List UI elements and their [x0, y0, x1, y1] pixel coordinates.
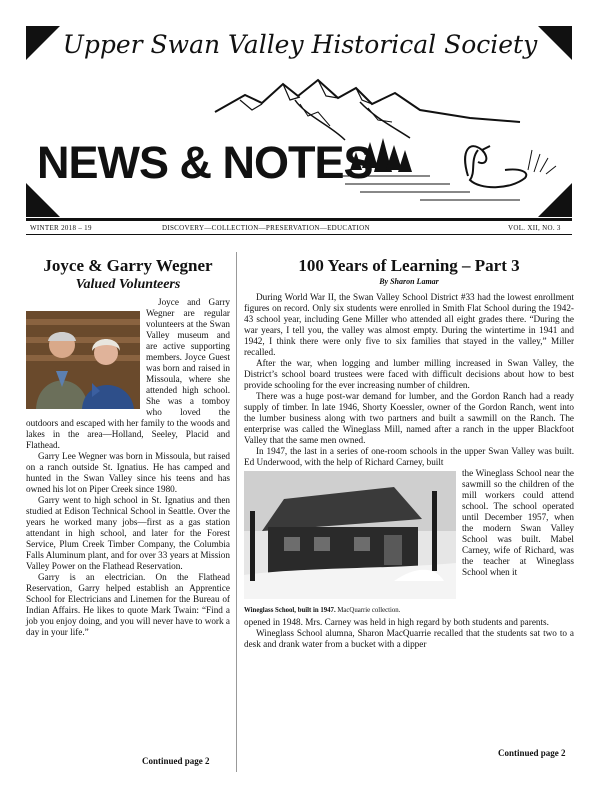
right-paragraph-6: Wineglass School alumna, Sharon MacQuarrie recalled that the students sat two to a desk and drank water from a bucket with a dipper — [244, 628, 574, 649]
right-article — [244, 256, 574, 650]
right-beside-photo: the Wineglass School near the sawmill so the children of the mill workers could attend school. The school operated until December 1957, when the modern Swan Valley School was built. Mabel Carney, wife of Richard, was the teacher at Wineglass School when it — [462, 468, 574, 577]
caption-bold: Wineglass School, built in 1947. — [244, 607, 336, 614]
right-article-byline: By Sharon Lamar — [379, 277, 439, 286]
left-article-title: Joyce & Garry Wegner — [43, 256, 213, 275]
left-article — [26, 256, 230, 638]
right-paragraph-1: During World War II, the Swan Valley School District #33 had the lowest enrollment figures on record. Only six students were enrolled in Smith Flat School during the 1942-43 school year, including Gene Miller who attended all eight grades there. “During the war years, I tell you, the valley was almost empty. During the wintertime in 1941 and 1942, I think there were only five to six families that stayed in the valley,” Miller recalled. — [244, 292, 574, 357]
masthead-rule-top — [26, 218, 572, 221]
mountain-swan-illustration-icon — [0, 0, 600, 230]
column-separator — [236, 252, 237, 772]
left-paragraph-1: Joyce and Garry Wegner are regular volunteers at the Swan Valley museum and are active supporting members. Joyce Guest was born and raised in Missoula, where she attended high school. She was a tomboy who loved the outdoors and escaped with her family to the woods and lakes in the area—Holland, Seeley, Placid and Flathead. — [26, 297, 230, 450]
left-continued: Continued page 2 — [142, 756, 210, 766]
newsletter-title: NEWS & NOTES — [37, 137, 373, 188]
right-paragraph-5: opened in 1948. Mrs. Carney was held in high regard by both students and parents. — [244, 617, 549, 627]
school-figure — [244, 471, 456, 615]
right-paragraph-2: After the war, when logging and lumber milling increased in Swan Valley, the District’s school board trustees were faced with difficult decisions about how to best provide schooling for the ever increasing number of children. — [244, 358, 574, 390]
right-paragraph-4: In 1947, the last in a series of one-room schools in the upper Swan Valley was built. Ed Underwood, with the help of Richard Carney, built — [244, 446, 574, 467]
society-name: Upper Swan Valley Historical Society — [62, 30, 538, 59]
tagline: DISCOVERY—COLLECTION—PRESERVATION—EDUCATION — [162, 224, 370, 232]
left-paragraph-2: Garry Lee Wegner was born in Missoula, but raised on a ranch outside St. Ignatius. He has camped and hunted in the Swan Valley since his teens and has owned his lot on Piper Creek since 1980. — [26, 451, 230, 494]
school-photo-icon — [244, 471, 456, 599]
left-paragraph-4: Garry is an electrician. On the Flathead Reservation, Garry helped establish an Apprentice School for Electricians and Linemen for the Bureau of Indian Affairs. He likes to quote Mark Twain: “Find a job you enjoy doing, and you will never have to work a day in your life.” — [26, 572, 230, 637]
issue-date: WINTER 2018 – 19 — [30, 224, 92, 232]
right-paragraph-3: There was a huge post-war demand for lumber, and the Gordon Ranch had a ready supply of timber. In late 1946, Shorty Koessler, owner of the Gordon Ranch, went into the lumber business along with two partners and built a sawmill on the Ranch. The enterprise was called the Wineglass Mill, named after a ranch in the upper Blackfoot Valley that the same men owned. — [244, 391, 574, 445]
masthead-rule-bottom — [26, 234, 572, 235]
couple-photo-icon — [26, 311, 140, 409]
left-paragraph-3: Garry went to high school in St. Ignatius and then studied at Edison Technical School in Seattle. Over the years he worked many jobs—first as a gas station attendant in high school, and later for the Forest Service, Plum Creek Timber Company, the Columbia Falls Aluminum plant, and for over 33 years at Mission Valley Power on the Flathead Reservation. — [26, 495, 230, 571]
right-continued: Continued page 2 — [498, 748, 566, 758]
caption-rest: MacQuarrie collection. — [335, 607, 401, 614]
right-article-title: 100 Years of Learning – Part 3 — [298, 256, 520, 275]
volume-number: VOL. XII, NO. 3 — [508, 224, 561, 232]
school-photo-caption — [244, 606, 456, 615]
left-article-subtitle: Valued Volunteers — [75, 277, 181, 292]
